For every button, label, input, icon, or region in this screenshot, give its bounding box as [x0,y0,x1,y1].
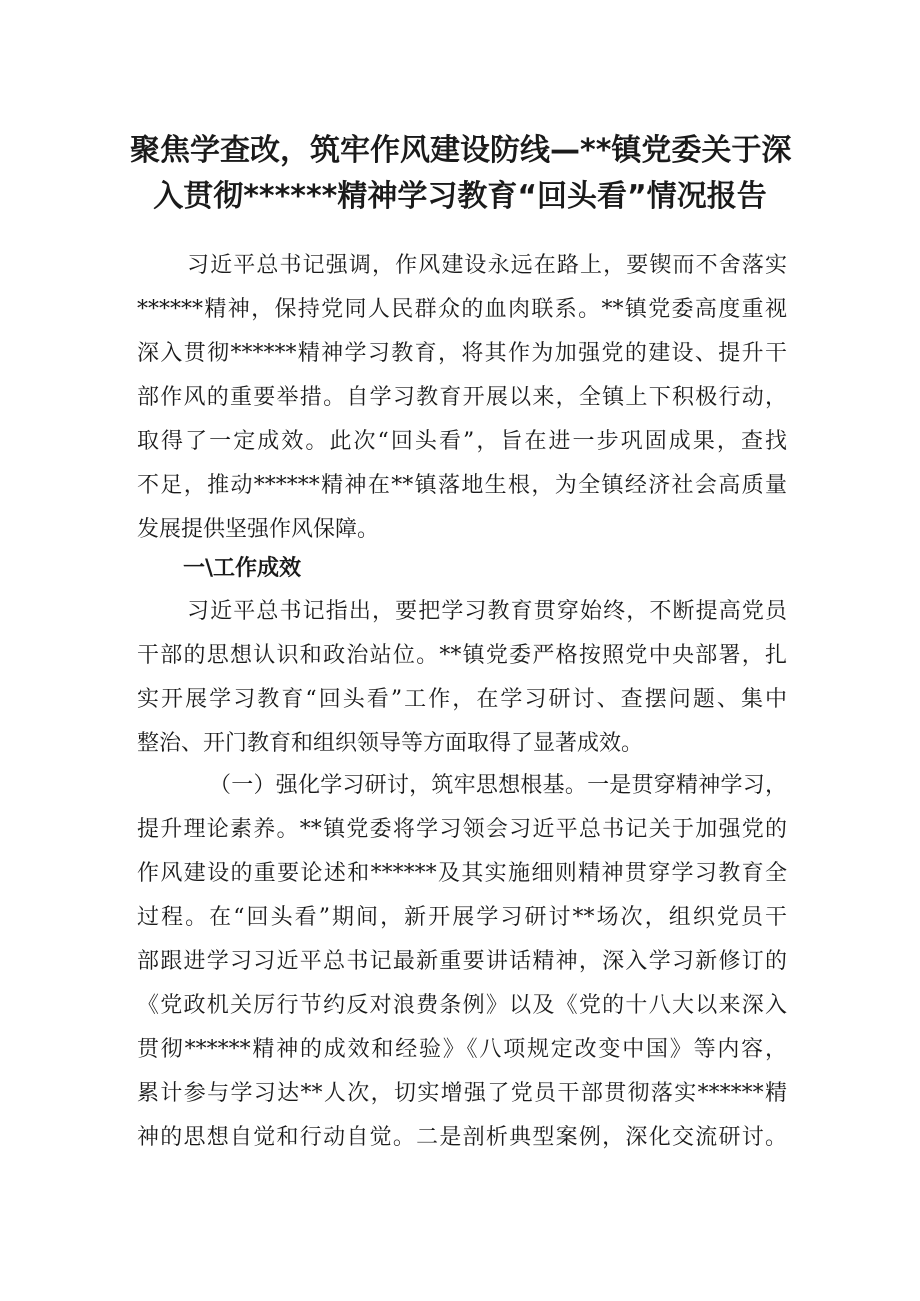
subsection1-line: 《党政机关厉行节约反对浪费条例》以及《党的十八大以来深入 [137,993,787,1018]
subsection1-paragraph [137,764,787,1160]
section1-line: 整治、开门教育和组织领导等方面取得了显著成效。 [137,731,644,756]
intro-line: 发展提供坚强作风保障。 [137,517,380,542]
section1-line: 干部的思想认识和政治站位。**镇党委严格按照党中央部署，扎 [137,643,787,668]
subsection1-line: 部跟进学习习近平总书记最新重要讲话精神，深入学习新修订的 [137,949,787,974]
intro-line: ******精神，保持党同人民群众的血肉联系。**镇党委高度重视 [137,297,787,322]
section1-line: 习近平总书记指出，要把学习教育贯穿始终，不断提高党员 [187,599,787,624]
intro-line: 取得了一定成效。此次“回头看”，旨在进一步巩固成果，查找 [137,429,787,454]
title-line-2: 入贯彻******精神学习教育“回头看”情况报告 [153,179,767,214]
intro-line: 深入贯彻******精神学习教育，将其作为加强党的建设、提升干 [137,341,787,366]
subsection1-line: （一）强化学习研讨，筑牢思想根基。一是贯穿精神学习， [209,773,787,798]
section1-paragraph [137,590,787,766]
title-line-1: 聚焦学查改，筑牢作风建设防线—**镇党委关于深 [130,133,792,168]
section1-line: 实开展学习教育“回头看”工作，在学习研讨、查摆问题、集中 [137,687,787,712]
subsection1-line: 神的思想自觉和行动自觉。二是剖析典型案例，深化交流研讨。 [137,1125,787,1150]
intro-line: 不足，推动******精神在**镇落地生根，为全镇经济社会高质量 [137,473,787,498]
subsection1-line: 提升理论素养。**镇党委将学习领会习近平总书记关于加强党的 [137,817,787,842]
document-title [130,128,790,220]
subsection1-line: 贯彻******精神的成效和经验》《八项规定改变中国》等内容， [137,1037,787,1062]
subsection1-line: 作风建设的重要论述和******及其实施细则精神贯穿学习教育全 [137,861,787,886]
intro-line: 习近平总书记强调，作风建设永远在路上，要锲而不舍落实 [187,253,787,278]
section-heading: 一\工作成效 [183,556,302,581]
intro-line: 部作风的重要举措。自学习教育开展以来，全镇上下积极行动， [137,385,787,410]
subsection1-line: 累计参与学习达**人次，切实增强了党员干部贯彻落实******精 [137,1081,787,1106]
subsection1-line: 过程。在“回头看”期间，新开展学习研讨**场次，组织党员干 [137,905,787,930]
intro-paragraph [137,244,787,552]
